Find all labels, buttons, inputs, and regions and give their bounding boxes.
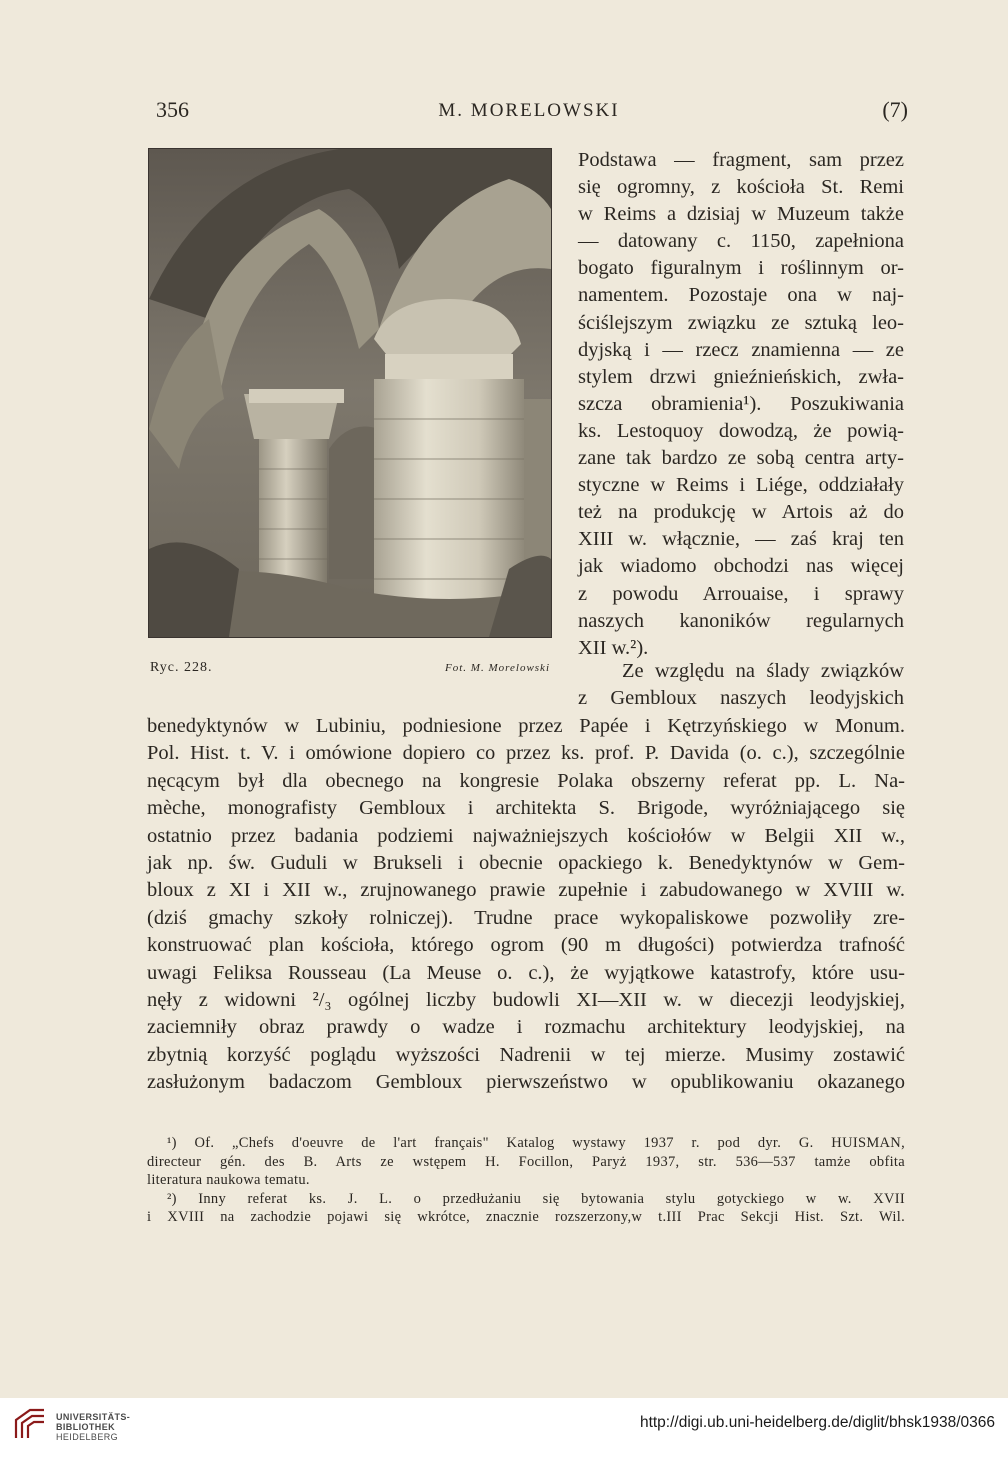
photo-credit: Fot. M. Morelowski — [445, 662, 550, 674]
text-line: jak wiadomo obchodzi nas więcej — [578, 555, 904, 578]
text-line: — datowany c. 1150, zapełniona — [578, 230, 904, 253]
text-line: mèche, monografisty Gembloux i architekta S. Brigode, wyróżniającego się — [147, 797, 905, 820]
text-line: ks. Lestoquoy dowodzą, że powią- — [578, 419, 904, 442]
text-line: zasłużonym badaczom Gembloux pierwszeństwo w opublikowaniu okazanego — [147, 1071, 905, 1094]
text-line: uwagi Feliksa Rousseau (La Meuse o. c.), że wyjątkowe katastrofy, które usu- — [147, 961, 905, 984]
library-logo-icon — [12, 1406, 48, 1442]
text-line: benedyktynów w Lubiniu, podniesione przez Papée i Kętrzyńskiego w Monum. — [147, 715, 905, 737]
figure-label: Ryc. 228. — [150, 660, 213, 675]
running-header — [150, 97, 908, 127]
footnotes — [147, 1134, 905, 1227]
text-line: XII w.²). — [578, 636, 649, 659]
text-line: naszych kanoników regularnych — [578, 609, 904, 632]
institution-line: BIBLIOTHEK — [56, 1422, 115, 1432]
text-line: zaciemniły obraz prawdy o wadze i rozmachu architektury leodyjskiej, na — [147, 1016, 905, 1039]
text-line: ostatnio przez badania podziemi najważniejszych kościołów w Belgii XII w., — [147, 824, 905, 847]
text-line: jak np. św. Guduli w Brukseli i obecnie opackiego k. Benedyktynów w Gem- — [147, 851, 905, 874]
text-line: styczne w Reims i Liége, oddziałały — [578, 474, 904, 497]
text-line: (dziś gmachy szkoły rolniczej). Trudne prace wykopaliskowe pozwoliły zre- — [147, 906, 905, 929]
text-line: też na produkcję w Artois aż do — [578, 501, 904, 524]
institution-line: UNIVERSITÄTS- — [56, 1412, 131, 1422]
text-line: zane tak bardzo ze sobą centra arty- — [578, 447, 904, 470]
text-line: z powodu Arrouaise, i sprawy — [578, 582, 904, 605]
text-line: konstruować plan kościoła, którego ogrom (90 m długości) potwierdza trafność — [147, 934, 905, 957]
text-line: zbytnią korzyść poglądu wyższości Nadrenii w tej mierze. Musimy zostawić — [147, 1043, 905, 1066]
text-line: z Gembloux naszych leodyjskich — [578, 687, 904, 710]
page-number: 356 — [156, 97, 189, 122]
library-footer — [0, 1398, 1008, 1466]
text-line: w Reims a dzisiaj w Muzeum także — [578, 203, 904, 226]
text-line: stylem drzwi gnieźnieńskich, zwła- — [578, 365, 904, 388]
text-line: ściślejszym związku ze sztuką leo- — [578, 311, 904, 334]
footnote-line: i XVIII na zachodzie pojawi się wkrótce, znacznie rozszerzony,w t.III Prac Sekcji Hist. Szt. Wil. — [147, 1209, 905, 1226]
text-line: bloux z XI i XII w., zrujnowanego prawie zupełnie i zabudowanego w XVIII w. — [147, 879, 905, 902]
footnote-line: directeur gén. des B. Arts ze wstępem H. Focillon, Paryż 1937, str. 536—537 tamże obfita — [147, 1153, 905, 1170]
text-line: nęły z widowni ²/₃ ogólnej liczby budowli XI—XII w. w diecezji leodyjskiej, — [147, 988, 905, 1011]
section-number: (7) — [882, 97, 908, 122]
crypt-columns-illustration — [149, 149, 551, 637]
text-line: bogato figuralnym i roślinnym or- — [578, 257, 904, 280]
main-body-text — [147, 713, 905, 1096]
text-line: namentem. Pozostaje ona w naj- — [578, 284, 904, 307]
text-line: Podstawa — fragment, sam przez — [578, 149, 904, 171]
side-column-text — [578, 147, 904, 662]
text-line: Ze względu na ślady związków — [622, 660, 904, 682]
text-line: Pol. Hist. t. V. i omówione dopiero co przez ks. prof. P. Davida (o. c.), szczególnie — [147, 742, 905, 765]
footnote-line: ²) Inny referat ks. J. L. o przedłużaniu się bytowania stylu gotyckiego w w. XVII — [167, 1190, 905, 1207]
text-line: nęcącym był dla obecnego na kongresie Polaka obszerny referat pp. L. Na- — [147, 769, 905, 792]
crypt-photograph — [148, 148, 552, 638]
text-line: dyjską i — rzecz znamienna — ze — [578, 338, 904, 361]
text-line: XIII w. włącznie, — zaś kraj ten — [578, 528, 904, 551]
footnote-line: ¹) Of. „Chefs d'oeuvre de l'art français" Katalog wystawy 1937 r. pod dyr. G. HUISMAN, — [167, 1135, 905, 1151]
text-line: szcza obramienia¹). Poszukiwania — [578, 392, 904, 415]
running-author: M. MORELOWSKI — [438, 100, 620, 121]
institution-line: HEIDELBERG — [56, 1432, 119, 1442]
footnote-line: literatura naukowa tematu. — [147, 1172, 310, 1189]
figure-caption — [150, 660, 550, 680]
source-url-link[interactable]: http://digi.ub.uni-heidelberg.de/diglit/bhsk1938/0366 — [639, 1414, 995, 1431]
text-line: się ogromny, z kościoła St. Remi — [578, 176, 904, 199]
institution-name — [56, 1412, 130, 1442]
side-column-paragraph-2 — [578, 658, 904, 713]
